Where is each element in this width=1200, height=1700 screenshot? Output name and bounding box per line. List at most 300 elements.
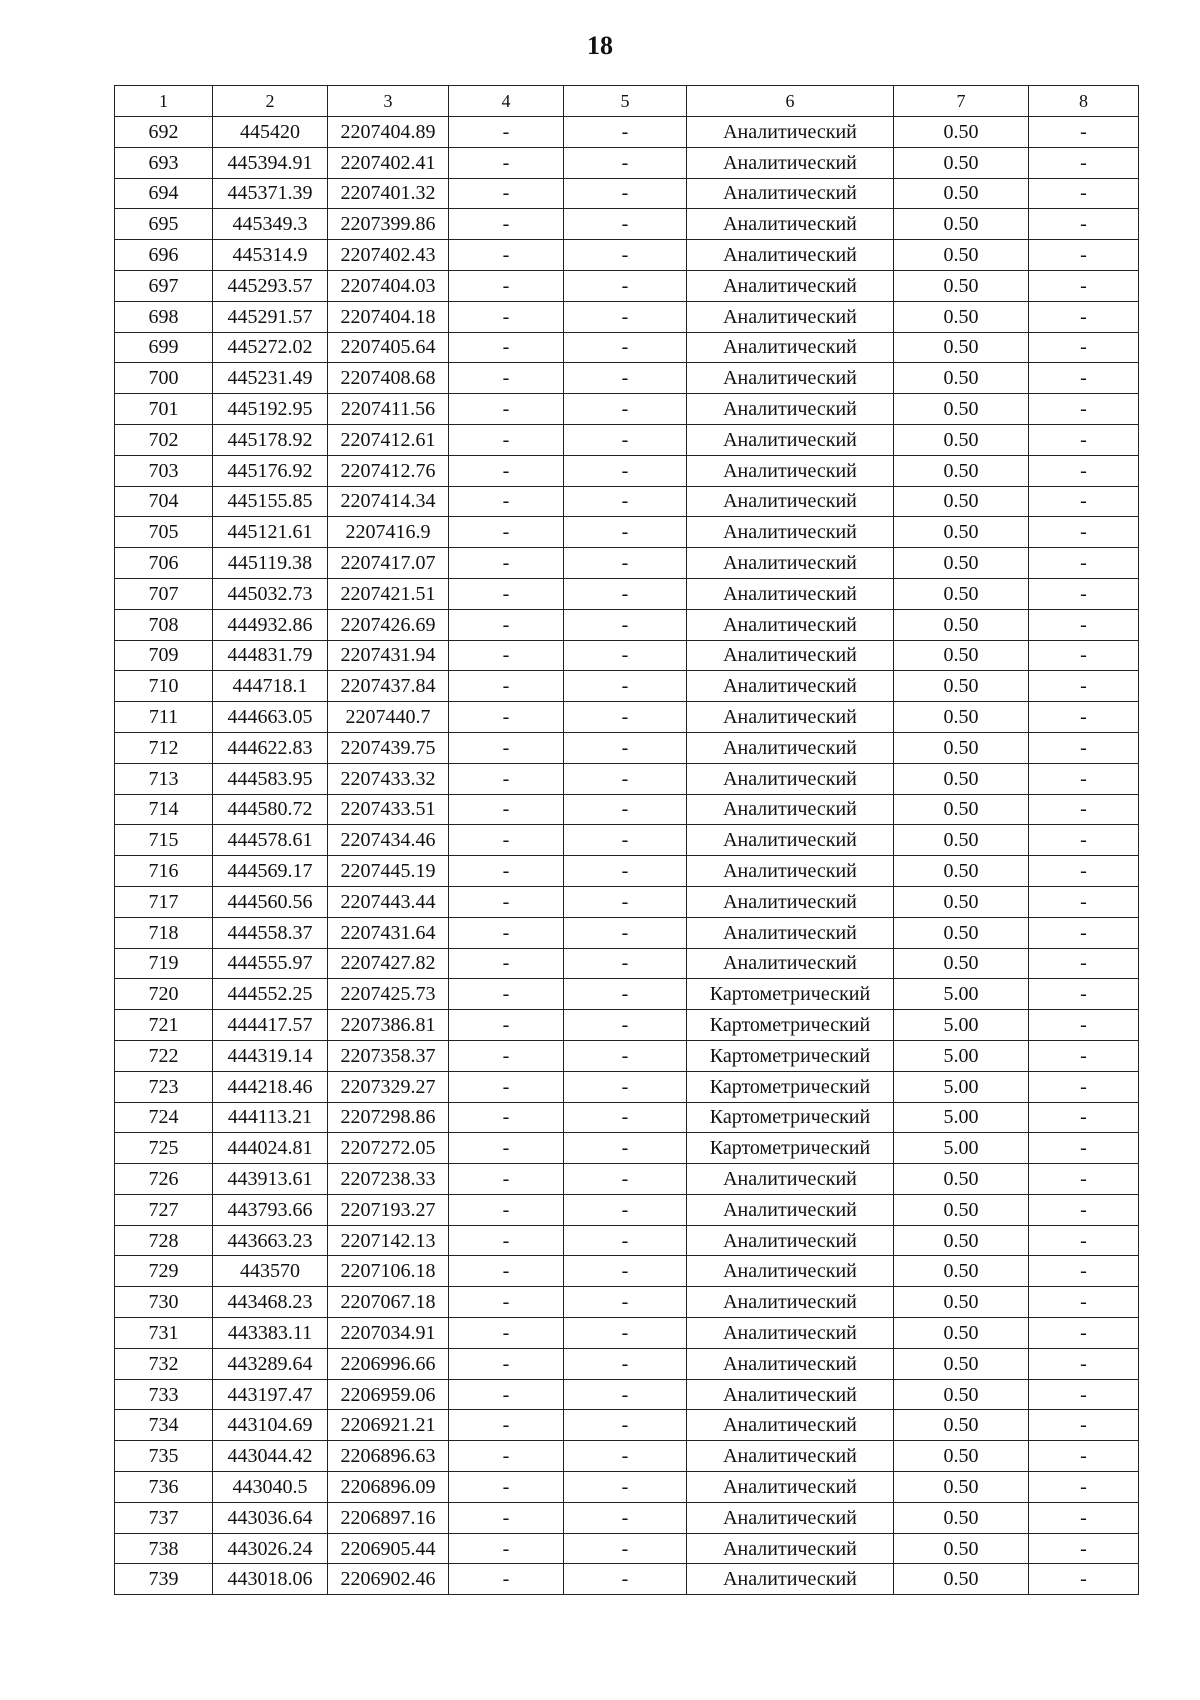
column-5-cell: - [564, 886, 687, 917]
column-5-cell: - [564, 1225, 687, 1256]
column-5-cell: - [564, 1133, 687, 1164]
x-coordinate-cell: 445349.3 [213, 209, 328, 240]
column-4-cell: - [449, 455, 564, 486]
table-row [115, 609, 1139, 640]
x-coordinate-cell: 443197.47 [213, 1379, 328, 1410]
column-5-cell: - [564, 1040, 687, 1071]
column-4-cell: - [449, 640, 564, 671]
point-number-cell: 727 [115, 1194, 213, 1225]
x-coordinate-cell: 444218.46 [213, 1071, 328, 1102]
accuracy-cell: 0.50 [894, 240, 1029, 271]
x-coordinate-cell: 444113.21 [213, 1102, 328, 1133]
method-cell: Аналитический [687, 732, 894, 763]
x-coordinate-cell: 443913.61 [213, 1164, 328, 1195]
table-row [115, 1410, 1139, 1441]
y-coordinate-cell: 2207425.73 [328, 979, 449, 1010]
column-5-cell: - [564, 147, 687, 178]
accuracy-cell: 0.50 [894, 1194, 1029, 1225]
page-number: 18 [587, 31, 613, 60]
accuracy-cell: 0.50 [894, 794, 1029, 825]
point-number-cell: 698 [115, 301, 213, 332]
column-4-cell: - [449, 1441, 564, 1472]
column-4-cell: - [449, 732, 564, 763]
accuracy-cell: 0.50 [894, 578, 1029, 609]
point-number-cell: 707 [115, 578, 213, 609]
column-8-cell: - [1029, 394, 1139, 425]
accuracy-cell: 0.50 [894, 640, 1029, 671]
column-4-cell: - [449, 363, 564, 394]
table-row [115, 702, 1139, 733]
column-4-cell: - [449, 1379, 564, 1410]
point-number-cell: 710 [115, 671, 213, 702]
accuracy-cell: 0.50 [894, 671, 1029, 702]
x-coordinate-cell: 444552.25 [213, 979, 328, 1010]
column-5-cell: - [564, 1472, 687, 1503]
column-8-cell: - [1029, 240, 1139, 271]
column-8-cell: - [1029, 117, 1139, 148]
y-coordinate-cell: 2207433.51 [328, 794, 449, 825]
x-coordinate-cell: 444718.1 [213, 671, 328, 702]
accuracy-cell: 0.50 [894, 732, 1029, 763]
table-row [115, 1348, 1139, 1379]
column-5-cell: - [564, 517, 687, 548]
method-cell: Картометрический [687, 979, 894, 1010]
y-coordinate-cell: 2207402.41 [328, 147, 449, 178]
x-coordinate-cell: 445155.85 [213, 486, 328, 517]
column-4-cell: - [449, 671, 564, 702]
column-8-cell: - [1029, 332, 1139, 363]
y-coordinate-cell: 2207386.81 [328, 1010, 449, 1041]
x-coordinate-cell: 443383.11 [213, 1318, 328, 1349]
point-number-cell: 703 [115, 455, 213, 486]
x-coordinate-cell: 444831.79 [213, 640, 328, 671]
column-4-cell: - [449, 1040, 564, 1071]
column-5-cell: - [564, 578, 687, 609]
column-5-cell: - [564, 1071, 687, 1102]
column-8-cell: - [1029, 1287, 1139, 1318]
accuracy-cell: 0.50 [894, 1472, 1029, 1503]
column-8-cell: - [1029, 147, 1139, 178]
column-5-cell: - [564, 609, 687, 640]
x-coordinate-cell: 445291.57 [213, 301, 328, 332]
column-4-cell: - [449, 578, 564, 609]
column-8-cell: - [1029, 1010, 1139, 1041]
table-row [115, 1441, 1139, 1472]
y-coordinate-cell: 2207434.46 [328, 825, 449, 856]
table-row [115, 270, 1139, 301]
point-number-cell: 737 [115, 1502, 213, 1533]
accuracy-cell: 5.00 [894, 979, 1029, 1010]
table-row [115, 1071, 1139, 1102]
column-5-cell: - [564, 856, 687, 887]
point-number-cell: 734 [115, 1410, 213, 1441]
accuracy-cell: 0.50 [894, 117, 1029, 148]
y-coordinate-cell: 2206896.09 [328, 1472, 449, 1503]
y-coordinate-cell: 2207399.86 [328, 209, 449, 240]
y-coordinate-cell: 2207402.43 [328, 240, 449, 271]
point-number-cell: 706 [115, 548, 213, 579]
column-8-cell: - [1029, 1256, 1139, 1287]
x-coordinate-cell: 444583.95 [213, 763, 328, 794]
accuracy-cell: 0.50 [894, 1318, 1029, 1349]
column-4-cell: - [449, 825, 564, 856]
table-row [115, 671, 1139, 702]
column-5-cell: - [564, 424, 687, 455]
method-cell: Аналитический [687, 517, 894, 548]
method-cell: Аналитический [687, 578, 894, 609]
point-number-cell: 709 [115, 640, 213, 671]
x-coordinate-cell: 443570 [213, 1256, 328, 1287]
column-4-cell: - [449, 979, 564, 1010]
table-row [115, 794, 1139, 825]
column-8-cell: - [1029, 825, 1139, 856]
accuracy-cell: 0.50 [894, 1287, 1029, 1318]
accuracy-cell: 0.50 [894, 270, 1029, 301]
x-coordinate-cell: 444622.83 [213, 732, 328, 763]
column-8-cell: - [1029, 1164, 1139, 1195]
column-4-cell: - [449, 486, 564, 517]
point-number-cell: 714 [115, 794, 213, 825]
method-cell: Аналитический [687, 917, 894, 948]
column-8-cell: - [1029, 1410, 1139, 1441]
method-cell: Аналитический [687, 1533, 894, 1564]
column-header: 8 [1029, 86, 1139, 117]
point-number-cell: 739 [115, 1564, 213, 1595]
column-8-cell: - [1029, 794, 1139, 825]
method-cell: Аналитический [687, 702, 894, 733]
column-5-cell: - [564, 548, 687, 579]
column-5-cell: - [564, 486, 687, 517]
method-cell: Аналитический [687, 886, 894, 917]
method-cell: Аналитический [687, 1256, 894, 1287]
accuracy-cell: 0.50 [894, 332, 1029, 363]
point-number-cell: 735 [115, 1441, 213, 1472]
table-body [115, 117, 1139, 1595]
point-number-cell: 733 [115, 1379, 213, 1410]
point-number-cell: 717 [115, 886, 213, 917]
column-4-cell: - [449, 548, 564, 579]
column-8-cell: - [1029, 917, 1139, 948]
table-row [115, 117, 1139, 148]
column-4-cell: - [449, 270, 564, 301]
method-cell: Аналитический [687, 1164, 894, 1195]
point-number-cell: 692 [115, 117, 213, 148]
y-coordinate-cell: 2207272.05 [328, 1133, 449, 1164]
column-5-cell: - [564, 270, 687, 301]
column-8-cell: - [1029, 1133, 1139, 1164]
x-coordinate-cell: 444569.17 [213, 856, 328, 887]
method-cell: Аналитический [687, 948, 894, 979]
header-row [115, 86, 1139, 117]
column-5-cell: - [564, 1502, 687, 1533]
point-number-cell: 719 [115, 948, 213, 979]
y-coordinate-cell: 2207142.13 [328, 1225, 449, 1256]
point-number-cell: 695 [115, 209, 213, 240]
y-coordinate-cell: 2207298.86 [328, 1102, 449, 1133]
point-number-cell: 721 [115, 1010, 213, 1041]
method-cell: Аналитический [687, 424, 894, 455]
method-cell: Аналитический [687, 1225, 894, 1256]
accuracy-cell: 0.50 [894, 1441, 1029, 1472]
column-5-cell: - [564, 209, 687, 240]
accuracy-cell: 0.50 [894, 917, 1029, 948]
table-row [115, 763, 1139, 794]
column-5-cell: - [564, 1318, 687, 1349]
column-5-cell: - [564, 979, 687, 1010]
accuracy-cell: 0.50 [894, 1225, 1029, 1256]
x-coordinate-cell: 444555.97 [213, 948, 328, 979]
method-cell: Картометрический [687, 1133, 894, 1164]
column-5-cell: - [564, 702, 687, 733]
accuracy-cell: 0.50 [894, 548, 1029, 579]
y-coordinate-cell: 2207034.91 [328, 1318, 449, 1349]
point-number-cell: 728 [115, 1225, 213, 1256]
x-coordinate-cell: 444663.05 [213, 702, 328, 733]
accuracy-cell: 0.50 [894, 486, 1029, 517]
accuracy-cell: 0.50 [894, 1564, 1029, 1595]
x-coordinate-cell: 443289.64 [213, 1348, 328, 1379]
column-8-cell: - [1029, 886, 1139, 917]
table-row [115, 486, 1139, 517]
column-4-cell: - [449, 794, 564, 825]
accuracy-cell: 5.00 [894, 1133, 1029, 1164]
y-coordinate-cell: 2207329.27 [328, 1071, 449, 1102]
table-row [115, 856, 1139, 887]
column-5-cell: - [564, 1194, 687, 1225]
table-row [115, 1287, 1139, 1318]
column-8-cell: - [1029, 609, 1139, 640]
y-coordinate-cell: 2207106.18 [328, 1256, 449, 1287]
table-row [115, 240, 1139, 271]
y-coordinate-cell: 2207358.37 [328, 1040, 449, 1071]
table-row [115, 732, 1139, 763]
point-number-cell: 724 [115, 1102, 213, 1133]
column-8-cell: - [1029, 578, 1139, 609]
point-number-cell: 700 [115, 363, 213, 394]
y-coordinate-cell: 2207404.18 [328, 301, 449, 332]
column-8-cell: - [1029, 1040, 1139, 1071]
table-row [115, 1472, 1139, 1503]
column-4-cell: - [449, 1564, 564, 1595]
y-coordinate-cell: 2207193.27 [328, 1194, 449, 1225]
x-coordinate-cell: 445272.02 [213, 332, 328, 363]
point-number-cell: 729 [115, 1256, 213, 1287]
y-coordinate-cell: 2206897.16 [328, 1502, 449, 1533]
method-cell: Аналитический [687, 363, 894, 394]
column-8-cell: - [1029, 1194, 1139, 1225]
column-header: 7 [894, 86, 1029, 117]
column-5-cell: - [564, 1379, 687, 1410]
point-number-cell: 732 [115, 1348, 213, 1379]
point-number-cell: 736 [115, 1472, 213, 1503]
method-cell: Аналитический [687, 609, 894, 640]
table-row [115, 424, 1139, 455]
method-cell: Аналитический [687, 671, 894, 702]
x-coordinate-cell: 445121.61 [213, 517, 328, 548]
column-8-cell: - [1029, 486, 1139, 517]
column-4-cell: - [449, 1194, 564, 1225]
method-cell: Аналитический [687, 825, 894, 856]
column-5-cell: - [564, 332, 687, 363]
accuracy-cell: 0.50 [894, 1348, 1029, 1379]
y-coordinate-cell: 2206905.44 [328, 1533, 449, 1564]
column-4-cell: - [449, 209, 564, 240]
accuracy-cell: 5.00 [894, 1071, 1029, 1102]
method-cell: Аналитический [687, 455, 894, 486]
column-4-cell: - [449, 917, 564, 948]
x-coordinate-cell: 445394.91 [213, 147, 328, 178]
column-4-cell: - [449, 1533, 564, 1564]
x-coordinate-cell: 444932.86 [213, 609, 328, 640]
column-4-cell: - [449, 117, 564, 148]
column-4-cell: - [449, 147, 564, 178]
y-coordinate-cell: 2207412.76 [328, 455, 449, 486]
table-row [115, 1318, 1139, 1349]
column-5-cell: - [564, 117, 687, 148]
point-number-cell: 696 [115, 240, 213, 271]
column-header: 4 [449, 86, 564, 117]
column-4-cell: - [449, 1348, 564, 1379]
table-row [115, 578, 1139, 609]
table-row [115, 1502, 1139, 1533]
table-row [115, 363, 1139, 394]
x-coordinate-cell: 445178.92 [213, 424, 328, 455]
column-8-cell: - [1029, 1102, 1139, 1133]
x-coordinate-cell: 444560.56 [213, 886, 328, 917]
table-row [115, 1040, 1139, 1071]
table-row [115, 301, 1139, 332]
column-8-cell: - [1029, 1441, 1139, 1472]
column-8-cell: - [1029, 732, 1139, 763]
column-5-cell: - [564, 794, 687, 825]
column-8-cell: - [1029, 671, 1139, 702]
method-cell: Картометрический [687, 1040, 894, 1071]
column-4-cell: - [449, 1225, 564, 1256]
y-coordinate-cell: 2207416.9 [328, 517, 449, 548]
y-coordinate-cell: 2207445.19 [328, 856, 449, 887]
column-5-cell: - [564, 1010, 687, 1041]
x-coordinate-cell: 445371.39 [213, 178, 328, 209]
table-row [115, 1533, 1139, 1564]
method-cell: Аналитический [687, 1379, 894, 1410]
y-coordinate-cell: 2207411.56 [328, 394, 449, 425]
column-8-cell: - [1029, 1318, 1139, 1349]
point-number-cell: 731 [115, 1318, 213, 1349]
table-row [115, 979, 1139, 1010]
column-5-cell: - [564, 1410, 687, 1441]
column-8-cell: - [1029, 1348, 1139, 1379]
method-cell: Аналитический [687, 394, 894, 425]
column-4-cell: - [449, 1102, 564, 1133]
y-coordinate-cell: 2207421.51 [328, 578, 449, 609]
x-coordinate-cell: 444319.14 [213, 1040, 328, 1071]
column-4-cell: - [449, 178, 564, 209]
point-number-cell: 693 [115, 147, 213, 178]
column-8-cell: - [1029, 270, 1139, 301]
column-5-cell: - [564, 1287, 687, 1318]
point-number-cell: 705 [115, 517, 213, 548]
method-cell: Аналитический [687, 178, 894, 209]
column-5-cell: - [564, 240, 687, 271]
accuracy-cell: 5.00 [894, 1010, 1029, 1041]
column-5-cell: - [564, 825, 687, 856]
table-row [115, 948, 1139, 979]
column-8-cell: - [1029, 640, 1139, 671]
column-4-cell: - [449, 1133, 564, 1164]
point-number-cell: 720 [115, 979, 213, 1010]
method-cell: Аналитический [687, 1502, 894, 1533]
method-cell: Аналитический [687, 856, 894, 887]
x-coordinate-cell: 445314.9 [213, 240, 328, 271]
x-coordinate-cell: 444417.57 [213, 1010, 328, 1041]
accuracy-cell: 0.50 [894, 763, 1029, 794]
table-row [115, 394, 1139, 425]
y-coordinate-cell: 2207443.44 [328, 886, 449, 917]
column-4-cell: - [449, 948, 564, 979]
table-row [115, 147, 1139, 178]
x-coordinate-cell: 444558.37 [213, 917, 328, 948]
point-number-cell: 694 [115, 178, 213, 209]
y-coordinate-cell: 2207401.32 [328, 178, 449, 209]
column-4-cell: - [449, 763, 564, 794]
table-row [115, 1379, 1139, 1410]
accuracy-cell: 0.50 [894, 455, 1029, 486]
x-coordinate-cell: 445293.57 [213, 270, 328, 301]
x-coordinate-cell: 443104.69 [213, 1410, 328, 1441]
point-number-cell: 722 [115, 1040, 213, 1071]
column-4-cell: - [449, 1071, 564, 1102]
accuracy-cell: 0.50 [894, 1502, 1029, 1533]
column-8-cell: - [1029, 856, 1139, 887]
table-row [115, 1133, 1139, 1164]
column-4-cell: - [449, 517, 564, 548]
point-number-cell: 713 [115, 763, 213, 794]
method-cell: Аналитический [687, 486, 894, 517]
accuracy-cell: 0.50 [894, 517, 1029, 548]
column-5-cell: - [564, 178, 687, 209]
column-8-cell: - [1029, 517, 1139, 548]
column-8-cell: - [1029, 1533, 1139, 1564]
x-coordinate-cell: 443663.23 [213, 1225, 328, 1256]
table-row [115, 332, 1139, 363]
x-coordinate-cell: 444580.72 [213, 794, 328, 825]
point-number-cell: 708 [115, 609, 213, 640]
column-5-cell: - [564, 394, 687, 425]
method-cell: Аналитический [687, 240, 894, 271]
method-cell: Аналитический [687, 301, 894, 332]
accuracy-cell: 0.50 [894, 856, 1029, 887]
column-8-cell: - [1029, 1564, 1139, 1595]
table-row [115, 825, 1139, 856]
method-cell: Аналитический [687, 1564, 894, 1595]
method-cell: Аналитический [687, 332, 894, 363]
point-number-cell: 718 [115, 917, 213, 948]
column-8-cell: - [1029, 1071, 1139, 1102]
column-8-cell: - [1029, 548, 1139, 579]
point-number-cell: 711 [115, 702, 213, 733]
accuracy-cell: 0.50 [894, 1379, 1029, 1410]
column-8-cell: - [1029, 702, 1139, 733]
x-coordinate-cell: 443468.23 [213, 1287, 328, 1318]
accuracy-cell: 0.50 [894, 301, 1029, 332]
column-8-cell: - [1029, 1379, 1139, 1410]
table-row [115, 1256, 1139, 1287]
method-cell: Аналитический [687, 147, 894, 178]
x-coordinate-cell: 445420 [213, 117, 328, 148]
column-8-cell: - [1029, 455, 1139, 486]
y-coordinate-cell: 2207427.82 [328, 948, 449, 979]
column-5-cell: - [564, 640, 687, 671]
